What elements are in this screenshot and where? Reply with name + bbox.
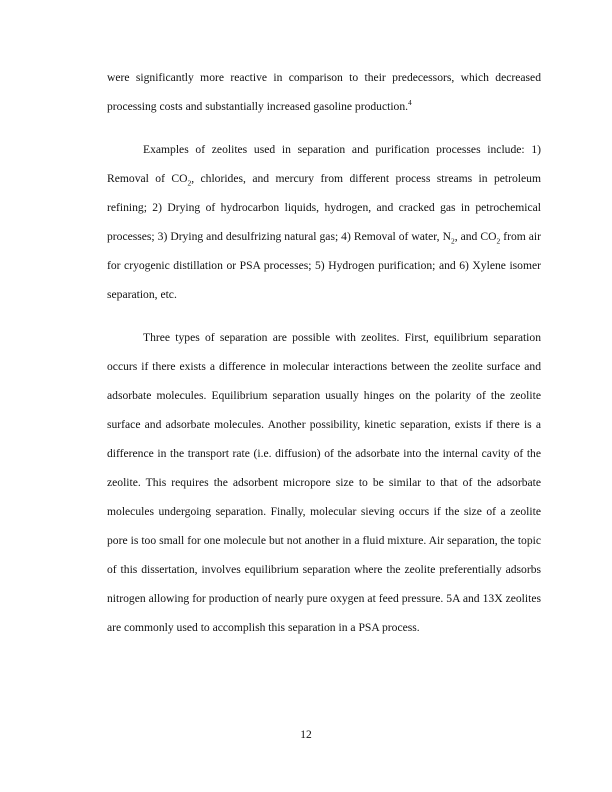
citation-superscript: 4 (408, 98, 412, 108)
paragraph-2-text-b: , chlorides, and mercury from different process streams in petroleum refining; 2) Drying of hydrocarbon liquids, hydrogen, and cracked gas in petrochemical processes; 3) Drying and desulfrizing natural gas; 4) Removal of water, N (107, 172, 541, 243)
paragraph-2 (107, 135, 541, 309)
paragraph-2-text-c: , and CO (454, 230, 497, 243)
page-number: 12 (300, 729, 312, 741)
subscript: 2 (450, 236, 455, 246)
paragraph-2-text-d: from air for cryogenic distillation or PSA processes; 5) Hydrogen purification; and 6) Xylene isomer separation, etc. (107, 230, 541, 301)
paragraph-2-text-a: Examples of zeolites used in separation and purification processes include: 1) Removal of CO (107, 143, 541, 185)
subscript: 2 (496, 236, 501, 246)
paragraph-3-text: Three types of separation are possible with zeolites. First, equilibrium separation occurs if there exists a difference in molecular interactions between the zeolite surface and adsorbate molecules. Equilibrium separation usually hinges on the polarity of the zeolite surface and adsorbate molecules. Another possibility, kinetic separation, exists if there is a difference in the transport rate (i.e. diffusion) of the adsorbate into the internal cavity of the zeolite. This requires the adsorbent micropore size to be similar to that of the adsorbate molecules undergoing separation. Finally, molecular sieving occurs if the size of a zeolite pore is too small for one molecule but not another in a fluid mixture. Air separation, the topic of this dissertation, involves equilibrium separation where the zeolite preferentially adsorbs nitrogen allowing for production of nearly pure oxygen at feed pressure. 5A and 13X zeolites are commonly used to accomplish this separation in a PSA process. (107, 331, 541, 634)
paragraph-1 (107, 63, 541, 121)
paragraph-3 (107, 323, 541, 642)
paragraph-1-text: were significantly more reactive in comparison to their predecessors, which decreased processing costs and substantially increased gasoline production. (107, 71, 541, 113)
body-text (107, 63, 541, 656)
subscript: 2 (187, 178, 192, 188)
